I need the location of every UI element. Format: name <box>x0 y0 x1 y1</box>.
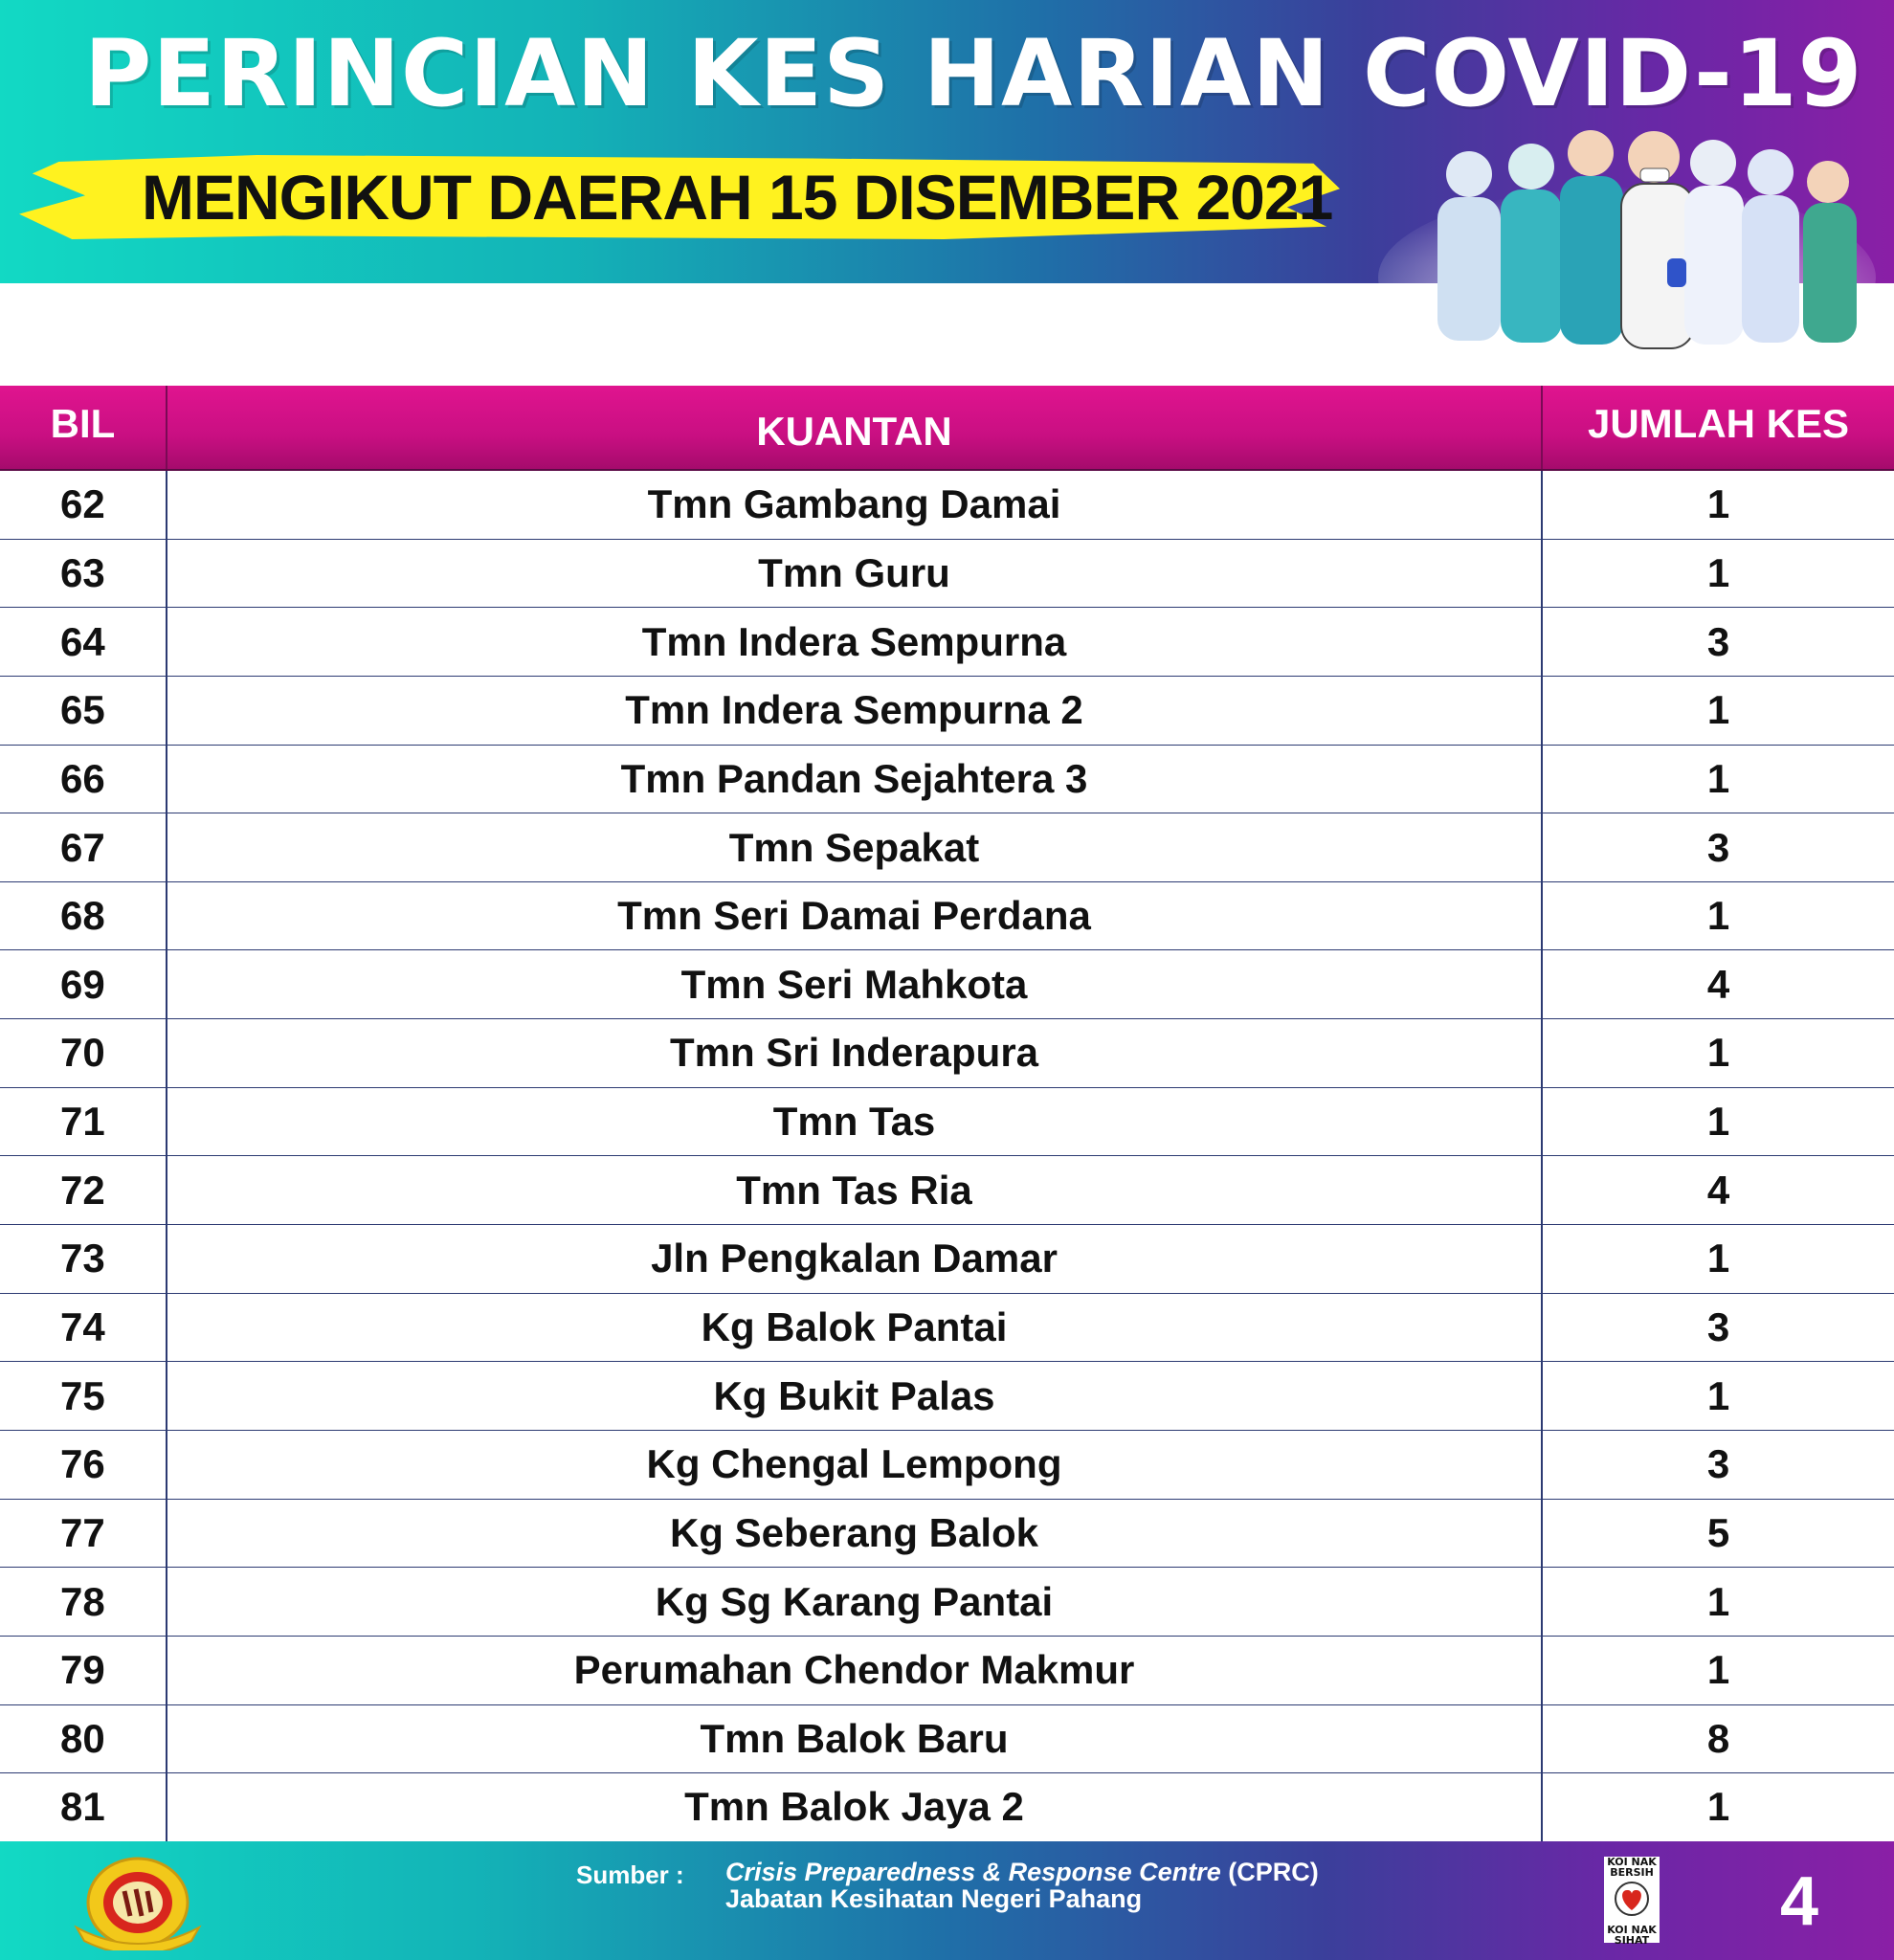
row-place: Tmn Indera Sempurna 2 <box>167 677 1543 745</box>
row-bil: 66 <box>0 746 167 813</box>
row-bil: 68 <box>0 882 167 950</box>
row-cases: 1 <box>1706 893 1730 939</box>
table-row <box>0 813 1894 882</box>
row-place: Jln Pengkalan Damar <box>167 1225 1543 1293</box>
row-cases: 3 <box>1706 824 1730 870</box>
row-place: Kg Balok Pantai <box>167 1294 1543 1362</box>
row-place: Tmn Guru <box>167 540 1543 608</box>
row-bil: 75 <box>0 1362 167 1430</box>
row-bil: 81 <box>0 1773 167 1841</box>
row-place: Tmn Balok Baru <box>167 1705 1543 1773</box>
row-bil: 80 <box>0 1705 167 1773</box>
page-subtitle: MENGIKUT DAERAH 15 DISEMBER 2021 <box>142 162 1333 233</box>
row-bil: 63 <box>0 540 167 608</box>
row-bil: 76 <box>0 1431 167 1499</box>
row-bil: 72 <box>0 1156 167 1224</box>
table-row <box>0 1294 1894 1363</box>
table-row <box>0 1637 1894 1705</box>
cases-table <box>0 386 1894 1842</box>
heart-icon <box>1604 1878 1660 1920</box>
table-row <box>0 882 1894 951</box>
row-place: Tmn Pandan Sejahtera 3 <box>167 746 1543 813</box>
table-row <box>0 540 1894 609</box>
table-row <box>0 1500 1894 1569</box>
row-place: Kg Sg Karang Pantai <box>167 1568 1543 1636</box>
koi-nak-sihat-badge-icon <box>1604 1856 1660 1947</box>
row-bil: 69 <box>0 950 167 1018</box>
row-cases: 1 <box>1706 1647 1730 1693</box>
table-row <box>0 950 1894 1019</box>
source-label: Sumber : <box>576 1860 684 1889</box>
row-cases: 1 <box>1706 481 1730 527</box>
table-row <box>0 1705 1894 1774</box>
row-place: Tmn Tas <box>167 1088 1543 1156</box>
row-place: Tmn Sri Inderapura <box>167 1019 1543 1087</box>
row-place: Tmn Tas Ria <box>167 1156 1543 1224</box>
page-footer <box>0 1841 1894 1960</box>
table-row <box>0 1088 1894 1157</box>
table-row <box>0 746 1894 814</box>
row-cases: 1 <box>1706 1236 1730 1281</box>
table-row <box>0 1431 1894 1500</box>
row-cases: 3 <box>1706 1441 1730 1487</box>
page-number: 4 <box>1780 1863 1819 1940</box>
row-cases: 1 <box>1706 1784 1730 1830</box>
row-cases: 8 <box>1706 1715 1730 1761</box>
row-bil: 79 <box>0 1637 167 1704</box>
table-header-row <box>0 386 1894 471</box>
table-row <box>0 1156 1894 1225</box>
table-row <box>0 1362 1894 1431</box>
source-org: Crisis Preparedness & Response Centre <box>725 1858 1221 1886</box>
row-cases: 1 <box>1706 1372 1730 1418</box>
badge-bottom-text: KOI NAK SIHAT <box>1607 1924 1657 1947</box>
row-place: Tmn Seri Mahkota <box>167 950 1543 1018</box>
table-row <box>0 471 1894 540</box>
row-place: Tmn Seri Damai Perdana <box>167 882 1543 950</box>
table-row <box>0 1773 1894 1842</box>
row-bil: 71 <box>0 1088 167 1156</box>
table-row <box>0 1568 1894 1637</box>
source-abbrev: (CPRC) <box>1228 1858 1319 1886</box>
row-bil: 70 <box>0 1019 167 1087</box>
header-bil: BIL <box>0 386 167 469</box>
table-body <box>0 471 1894 1842</box>
row-place: Kg Seberang Balok <box>167 1500 1543 1568</box>
row-place: Tmn Gambang Damai <box>167 471 1543 539</box>
row-cases: 5 <box>1706 1509 1730 1555</box>
row-bil: 62 <box>0 471 167 539</box>
row-cases: 1 <box>1706 687 1730 733</box>
row-place: Perumahan Chendor Makmur <box>167 1637 1543 1704</box>
row-bil: 67 <box>0 813 167 881</box>
row-bil: 73 <box>0 1225 167 1293</box>
source-text <box>725 1859 1319 1912</box>
row-cases: 4 <box>1706 961 1730 1007</box>
row-bil: 74 <box>0 1294 167 1362</box>
page-title: PERINCIAN KES HARIAN COVID-19 <box>84 20 1863 127</box>
header-district: KUANTAN <box>167 386 1543 469</box>
row-bil: 78 <box>0 1568 167 1636</box>
row-place: Tmn Balok Jaya 2 <box>167 1773 1543 1841</box>
row-bil: 77 <box>0 1500 167 1568</box>
jkn-pahang-logo-icon <box>57 1855 218 1950</box>
row-place: Kg Bukit Palas <box>167 1362 1543 1430</box>
row-place: Tmn Indera Sempurna <box>167 608 1543 676</box>
row-place: Tmn Sepakat <box>167 813 1543 881</box>
table-row <box>0 677 1894 746</box>
row-cases: 1 <box>1706 549 1730 595</box>
table-row <box>0 608 1894 677</box>
healthcare-workers-illustration-icon <box>1378 115 1876 354</box>
row-cases: 4 <box>1706 1167 1730 1213</box>
source-dept: Jabatan Kesihatan Negeri Pahang <box>725 1884 1143 1913</box>
row-cases: 3 <box>1706 618 1730 664</box>
row-bil: 65 <box>0 677 167 745</box>
table-row <box>0 1225 1894 1294</box>
row-cases: 3 <box>1706 1304 1730 1349</box>
row-cases: 1 <box>1706 755 1730 801</box>
row-place: Kg Chengal Lempong <box>167 1431 1543 1499</box>
table-row <box>0 1019 1894 1088</box>
row-bil: 64 <box>0 608 167 676</box>
badge-top-text: KOI NAK BERSIH <box>1607 1856 1657 1879</box>
row-cases: 1 <box>1706 1578 1730 1624</box>
header-cases: JUMLAH KES <box>1587 400 1850 446</box>
row-cases: 1 <box>1706 1099 1730 1145</box>
row-cases: 1 <box>1706 1030 1730 1076</box>
